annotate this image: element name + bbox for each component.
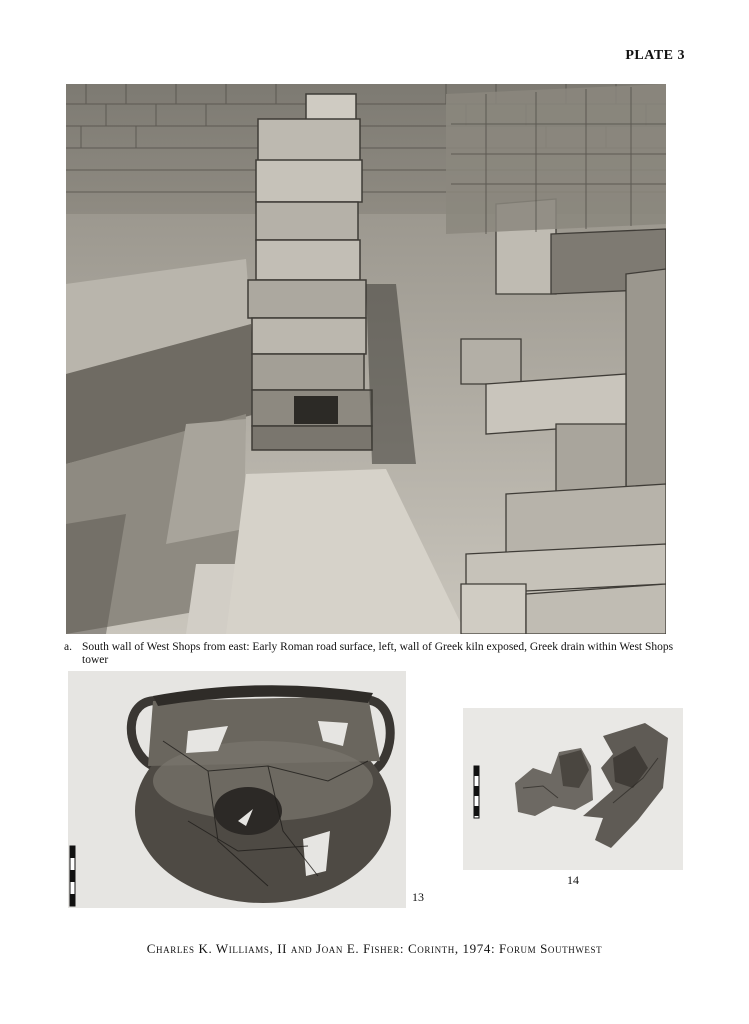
- scale-bar-14: [474, 766, 479, 818]
- figure-13-number: 13: [412, 890, 424, 904]
- pot-photo-13: [68, 671, 406, 908]
- figure-14-number: 14: [567, 873, 579, 887]
- plate-label: PLATE 3: [625, 48, 685, 63]
- fragment-photo-14: [463, 708, 683, 870]
- scale-bar-13: [70, 846, 75, 906]
- excavation-photo: [66, 84, 666, 634]
- figure-a-letter: a.: [64, 641, 72, 653]
- figure-a-caption: [64, 641, 684, 667]
- figure-a-caption-text: South wall of West Shops from east: Early Roman road surface, left, wall of Greek kiln exposed, Greek drain within West Shops tower: [82, 641, 674, 666]
- running-footer: Charles K. Williams, II and Joan E. Fisher: Corinth, 1974: Forum Southwest: [146, 941, 603, 956]
